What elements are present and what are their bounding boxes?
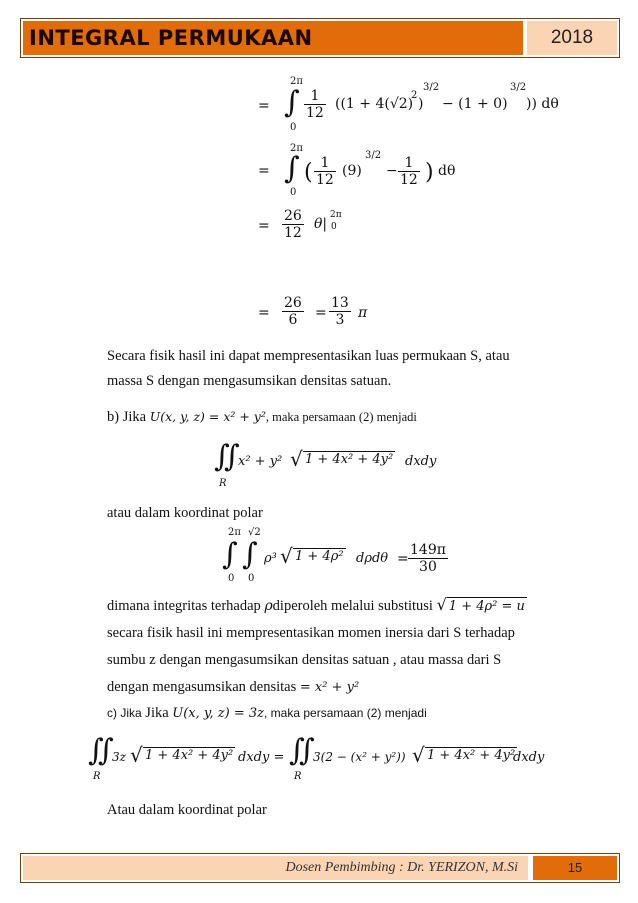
paragraph-line: massa S dengan mengasumsikan densitas satuan.: [107, 373, 392, 389]
integral-sign: ∫: [284, 151, 300, 186]
eq5-root: 1 + 4x² + 4y²: [305, 452, 394, 467]
eq1-lower: 0: [290, 122, 297, 133]
eq7-diff1: dxdy =: [238, 750, 285, 765]
eq6-up1: 2π: [228, 527, 241, 538]
eq6-num: 149π: [410, 542, 446, 558]
item-c-rest: , maka persamaan (2) menjadi: [264, 706, 427, 720]
paragraph-line: secara fisik hasil ini mempresentasikan momen inersia dari S terhadap: [107, 625, 515, 641]
item-b-rest: , maka persamaan (2) menjadi: [265, 410, 417, 424]
eq2-lower: 0: [290, 187, 297, 198]
footer-author: Dosen Pembimbing : Dr. YERIZON, M.Si: [23, 856, 528, 880]
eq7-region2: R: [294, 771, 302, 782]
eq2-num1: 1: [314, 155, 336, 172]
paragraph-line: sumbu z dengan mengasumsikan densitas satuan , atau massa dari S: [107, 652, 502, 668]
eq7-root1: 1 + 4x² + 4y²: [145, 748, 234, 763]
eq4-den1: 6: [288, 312, 298, 328]
eq7-lead2: 3(2 − (x² + y²)): [313, 750, 406, 764]
eq6-lead: ρ³: [264, 551, 277, 566]
eq2-exp: 3/2: [365, 150, 382, 161]
item-b: [107, 408, 417, 426]
eq7-diff2: dxdy: [513, 750, 545, 765]
p2-line4a: dengan mengasumsikan densitas: [107, 679, 297, 695]
page-number: 15: [533, 856, 617, 880]
eq6-root: 1 + 4ρ²: [295, 549, 344, 564]
p2-line1b: diperoleh melalui substitusi: [272, 598, 433, 614]
paragraph-line: Secara fisik hasil ini dapat mempresentasikan luas permukaan S, atau: [107, 348, 510, 364]
eq3-theta: θ|: [314, 216, 328, 232]
paragraph-line: dimana integritas terhadap ρdiperoleh melalui substitusi √ 1 + 4ρ² = u: [107, 595, 525, 614]
eq3-num: 26: [284, 208, 302, 224]
header-title: INTEGRAL PERMUKAAN: [23, 21, 523, 55]
paragraph-line: atau dalam koordinat polar: [107, 505, 263, 521]
eq6-lo1: 0: [228, 573, 235, 584]
eq3-den: 12: [284, 225, 302, 241]
integral-sign: ∫: [284, 85, 300, 120]
eq4-num2: 13: [331, 295, 349, 311]
eq2-upper: 2π: [290, 143, 303, 154]
eq2-end: dθ: [438, 163, 456, 179]
eq2-den1: 12: [316, 172, 334, 188]
p2-line4b: = x² + y²: [299, 680, 360, 695]
eq7-region1: R: [93, 771, 101, 782]
item-c-label: c) Jika: [107, 706, 142, 720]
eq1-exp32: 3/2: [423, 82, 440, 93]
eq2-base: (9): [342, 163, 362, 179]
p2-sub: 1 + 4ρ² = u: [448, 599, 525, 614]
eq1-exp2: 2: [411, 90, 418, 101]
paragraph-line: [107, 678, 359, 697]
eq1-den: 12: [306, 105, 324, 121]
paragraph-line: Atau dalam koordinat polar: [107, 802, 267, 818]
eq1-end: )) dθ: [526, 96, 559, 112]
eq1-upper: 2π: [290, 76, 303, 87]
item-c-jika: Jika: [145, 705, 169, 721]
eq4-pi: π: [358, 305, 368, 321]
eq3-lo: 0: [331, 222, 337, 232]
eq6-diff: dρdθ: [356, 551, 389, 566]
item-b-label: b) Jika: [107, 409, 147, 425]
eq7-lead1: 3z: [112, 750, 126, 764]
p2-rho: ρ: [264, 598, 273, 614]
eq6-lo2: 0: [248, 573, 255, 584]
eq2-den2: 12: [400, 172, 418, 188]
page-header: [20, 18, 620, 58]
eq1-body-b: − (1 + 0): [442, 96, 508, 112]
item-c: [107, 704, 427, 723]
eq3-up: 2π: [330, 210, 342, 220]
eq2-num2: 1: [398, 155, 420, 172]
item-b-func: U(x, y, z) = x² + y²: [149, 409, 266, 424]
eq6-den: 30: [419, 559, 437, 575]
eq4-num1: 26: [284, 295, 302, 311]
eq1-close: ): [418, 96, 424, 112]
p2-line1a: dimana integritas terhadap: [107, 598, 261, 614]
eq1-num: 1: [304, 88, 326, 105]
eq7-root2: 1 + 4x² + 4y²: [427, 748, 516, 763]
eq1-body-a: ((1 + 4(√2): [335, 96, 414, 112]
header-year: 2018: [527, 21, 617, 55]
eq5-region: R: [219, 478, 227, 489]
eq1-exp32-b: 3/2: [510, 82, 527, 93]
eq2-minus: −: [386, 163, 398, 179]
eq6-eq: =: [397, 551, 409, 567]
eq4-den2: 3: [335, 312, 345, 328]
eq5-diff: dxdy: [405, 454, 437, 469]
eq6-up2: √2: [248, 527, 261, 538]
item-c-func: U(x, y, z) = 3z: [172, 706, 264, 721]
page-footer: [20, 853, 620, 883]
eq5-lead: x² + y²: [238, 454, 283, 469]
